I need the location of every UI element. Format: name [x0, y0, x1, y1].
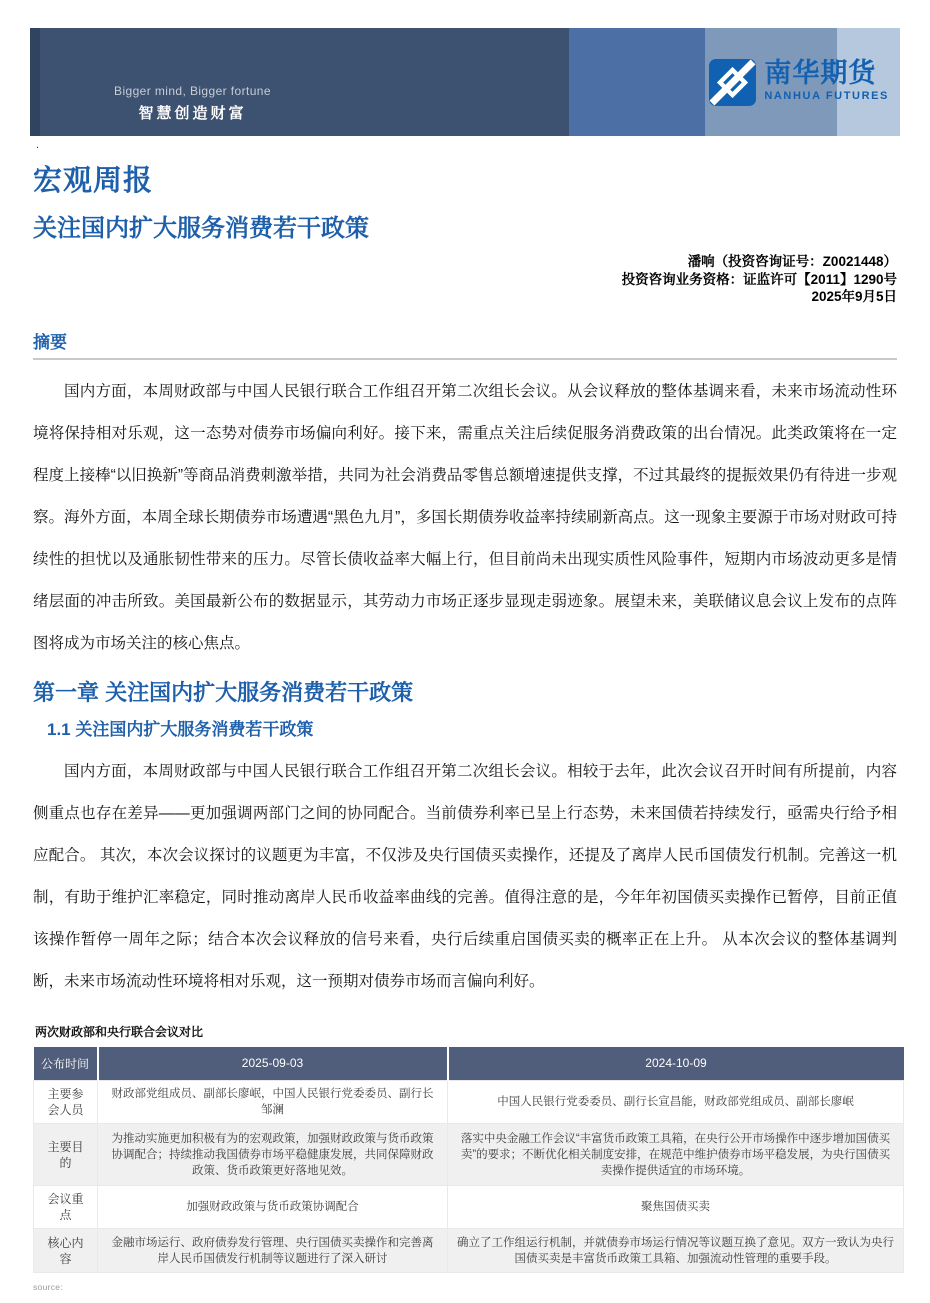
abstract-paragraph: 国内方面，本周财政部与中国人民银行联合工作组召开第二次组长会议。从会议释放的整体基调来看，未来市场流动性环境将保持相对乐观，这一态势对债券市场偏向利好。接下来，需重点关注后续促服务消费政策的出台情况。此类政策将在一定程度上接棒“以旧换新”等商品消费刺激举措，共同为社会消费品零售总额增速提供支撑，不过其最终的提振效果仍有待进一步观察。海外方面，本周全球长期债券市场遭遇“黑色九月”，多国长期债券收益率持续刷新高点。这一现象主要源于市场对财政可持续性的担忧以及通胀韧性带来的压力。尽管长债收益率大幅上行，但目前尚未出现实质性风险事件，短期内市场波动更多是情绪层面的冲击所致。美国最新公布的数据显示，其劳动力市场正逐步显现走弱迹象。展望未来，美联储议息会议上发布的点阵图将成为市场关注的核心焦点。	[33, 382, 897, 652]
section-paragraph: 国内方面，本周财政部与中国人民银行联合工作组召开第二次组长会议。相较于去年，此次会议召开时间有所提前，内容侧重点也存在差异——更加强调两部门之间的协同配合。当前债券利率已呈上行态势，未来国债若持续发行，亟需央行给予相应配合。 其次，本次会议探讨的议题更为丰富，不仅涉及央行国债买卖操作，还提及了离岸人民币国债发行机制。完善这一机制，有助于维护汇率稳定，同时推动离岸人民币收益率曲线的完善。值得注意的是，今年年初国债买卖操作已暂停，目前正值该操作暂停一周年之际；结合本次会议释放的信号来看，央行后续重启国债买卖的概率正在上升。 从本次会议的整体基调判断，未来市场流动性环境将相对乐观，这一预期对债券市场而言偏向利好。	[33, 762, 897, 990]
logo-chinese-name: 南华期货	[764, 58, 877, 88]
author-line: 潘响（投资咨询证号：Z0021448）	[687, 254, 897, 269]
qualification-line: 投资咨询业务资格：证监许可【2011】1290号	[621, 271, 897, 287]
report-date: 2025年9月5日	[811, 289, 897, 304]
row-label: 主要参会人员	[34, 1081, 98, 1124]
row-label: 会议重点	[34, 1186, 98, 1229]
banner-band-edge	[30, 28, 40, 136]
meeting-comparison-table	[33, 1047, 904, 1274]
cell-2024: 中国人民银行党委委员、副行长宣昌能，财政部党组成员、副部长廖岷	[448, 1081, 904, 1124]
chapter-heading: 第一章 关注国内扩大服务消费若干政策	[33, 679, 414, 705]
table-row-purpose	[34, 1124, 904, 1186]
abstract-heading: 摘要	[33, 328, 897, 360]
cell-2025: 财政部党组成员、副部长廖岷，中国人民银行党委委员、副行长邹澜	[98, 1081, 448, 1124]
cell-2024: 聚焦国债买卖	[448, 1186, 904, 1229]
cell-2025: 加强财政政策与货币政策协调配合	[98, 1186, 448, 1229]
page-title: 宏观周报	[33, 165, 154, 197]
table-row-participants	[34, 1081, 904, 1124]
cell-2024: 确立了工作组运行机制，并就债券市场运行情况等议题互换了意见。双方一致认为央行国债买卖是丰富货币政策工具箱、加强流动性管理的重要手段。	[448, 1229, 904, 1273]
nanhua-logo-wordmark	[764, 59, 889, 102]
stray-period: .	[36, 139, 40, 151]
table-title: 两次财政部和央行联合会议对比	[35, 1024, 204, 1039]
header-publish-time: 公布时间	[34, 1047, 98, 1081]
source-label: source:	[33, 1282, 63, 1292]
header-date-2024: 2024-10-09	[448, 1047, 904, 1081]
cell-2024: 落实中央金融工作会议“丰富货币政策工具箱，在央行公开市场操作中逐步增加国债买卖”的要求；不断优化相关制度安排，在规范中维护债券市场平稳发展，为央行国债买卖操作提供适宜的市场环境。	[448, 1124, 904, 1186]
brand-banner	[30, 28, 900, 136]
row-label: 主要目的	[34, 1124, 98, 1186]
row-label: 核心内容	[34, 1229, 98, 1273]
brand-slogan	[85, 84, 300, 123]
cell-2025: 金融市场运行、政府债券发行管理、央行国债买卖操作和完善离岸人民币国债发行机制等议题进行了深入研讨	[98, 1229, 448, 1273]
table-header-row	[34, 1047, 904, 1081]
page-subtitle: 关注国内扩大服务消费若干政策	[33, 215, 369, 242]
nanhua-logo	[709, 59, 889, 106]
slogan-english: Bigger mind, Bigger fortune	[114, 84, 271, 98]
cell-2025: 为推动实施更加积极有为的宏观政策，加强财政政策与货币政策协调配合；持续推动我国债券市场平稳健康发展，共同保障财政政策、货币政策更好落地见效。	[98, 1124, 448, 1186]
nanhua-logo-icon	[709, 59, 756, 106]
logo-english-name: NANHUA FUTURES	[764, 90, 889, 103]
table-row-core-content	[34, 1229, 904, 1273]
header-date-2025: 2025-09-03	[98, 1047, 448, 1081]
slogan-chinese: 智慧创造财富	[138, 105, 247, 122]
section-heading: 1.1 关注国内扩大服务消费若干政策	[47, 719, 314, 739]
table-row-focus	[34, 1186, 904, 1229]
banner-band-medium	[569, 28, 705, 136]
report-meta	[0, 253, 897, 306]
